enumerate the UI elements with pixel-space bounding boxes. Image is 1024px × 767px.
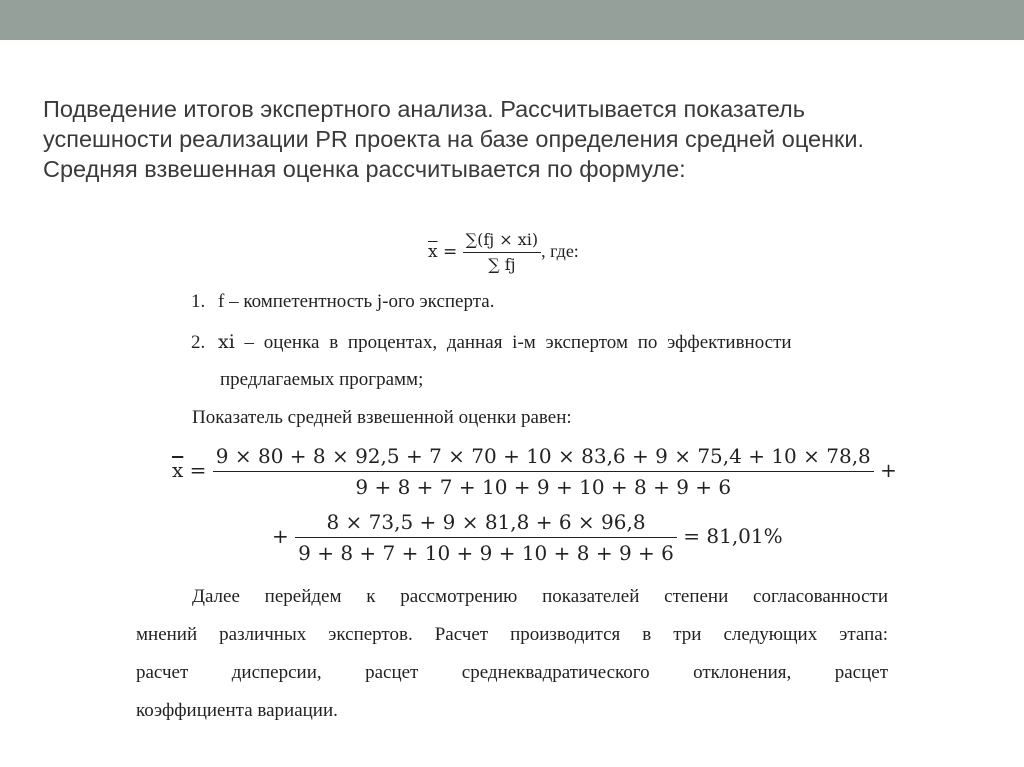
formula2-plus-2: + (272, 524, 289, 548)
formula2-lhs: $\overline{x}$ (172, 458, 184, 482)
formula2-denominator-2: 9 + 8 + 7 + 10 + 9 + 10 + 8 + 9 + 6 (295, 537, 677, 568)
list-item-2 (191, 331, 888, 354)
formula1-suffix: , где: (541, 241, 579, 261)
formula2-fraction-2 (295, 507, 677, 568)
paragraph-line-1: Далее перейдем к рассмотрению показателей степени согласованности (192, 586, 888, 607)
formula2-numerator-1: 9 × 80 + 8 × 92,5 + 7 × 70 + 10 × 83,6 + 9 × 75,4 + 10 × 78,8 (215, 444, 871, 468)
formula1-numerator: ∑(fj × xi) (465, 230, 539, 249)
list-item-2-number: 2. (191, 332, 206, 353)
paragraph-line-4: коэффициента вариации. (136, 700, 338, 721)
formula2-plus-1: + (880, 458, 897, 482)
list-item-1-text: f – компетентность j-ого эксперта. (218, 291, 495, 312)
list-item-1 (191, 291, 494, 313)
formula2-denominator-1: 9 + 8 + 7 + 10 + 9 + 10 + 8 + 9 + 6 (213, 471, 874, 502)
formula1-fraction (463, 228, 542, 277)
conclusion-paragraph (136, 578, 888, 730)
formula1-lhs: $\overline{x}$ (428, 242, 438, 262)
formula1-denominator: ∑ fj (463, 252, 542, 277)
formula2-fraction-1 (213, 441, 874, 502)
result-intro: Показатель средней взвешенной оценки равен: (192, 407, 572, 428)
slide-heading (43, 94, 983, 184)
list-item-2-var: xi (218, 331, 235, 353)
result-formula-line-1 (172, 441, 897, 502)
formula2-eq: = (189, 458, 207, 482)
formula1-eq: = (443, 242, 458, 262)
result-formula-line-2 (272, 507, 783, 568)
paragraph-line-2: мнений различных экспертов. Расчет производится в три следующих этапа: (136, 624, 888, 645)
list-item-2-continuation: предлагаемых программ; (220, 369, 424, 390)
heading-line-1: Подведение итогов экспертного анализа. Рассчитывается показатель (43, 96, 805, 122)
formula2-numerator-2: 8 × 73,5 + 9 × 81,8 + 6 × 96,8 (326, 510, 646, 534)
heading-line-3: Средняя взвешенная оценка рассчитывается по формуле: (43, 156, 686, 182)
heading-line-2: успешности реализации PR проекта на базе определения средней оценки. (43, 126, 864, 152)
weighted-mean-formula (428, 228, 579, 277)
list-item-2-line1: – оценка в процентах, данная i-м экспертом по эффективности (234, 332, 792, 353)
top-bar (0, 0, 1024, 40)
list-item-1-number: 1. (191, 291, 206, 312)
formula2-result: = 81,01% (683, 524, 783, 548)
paragraph-line-3: расчет дисперсии, расцет среднеквадратического отклонения, расцет (136, 662, 888, 683)
